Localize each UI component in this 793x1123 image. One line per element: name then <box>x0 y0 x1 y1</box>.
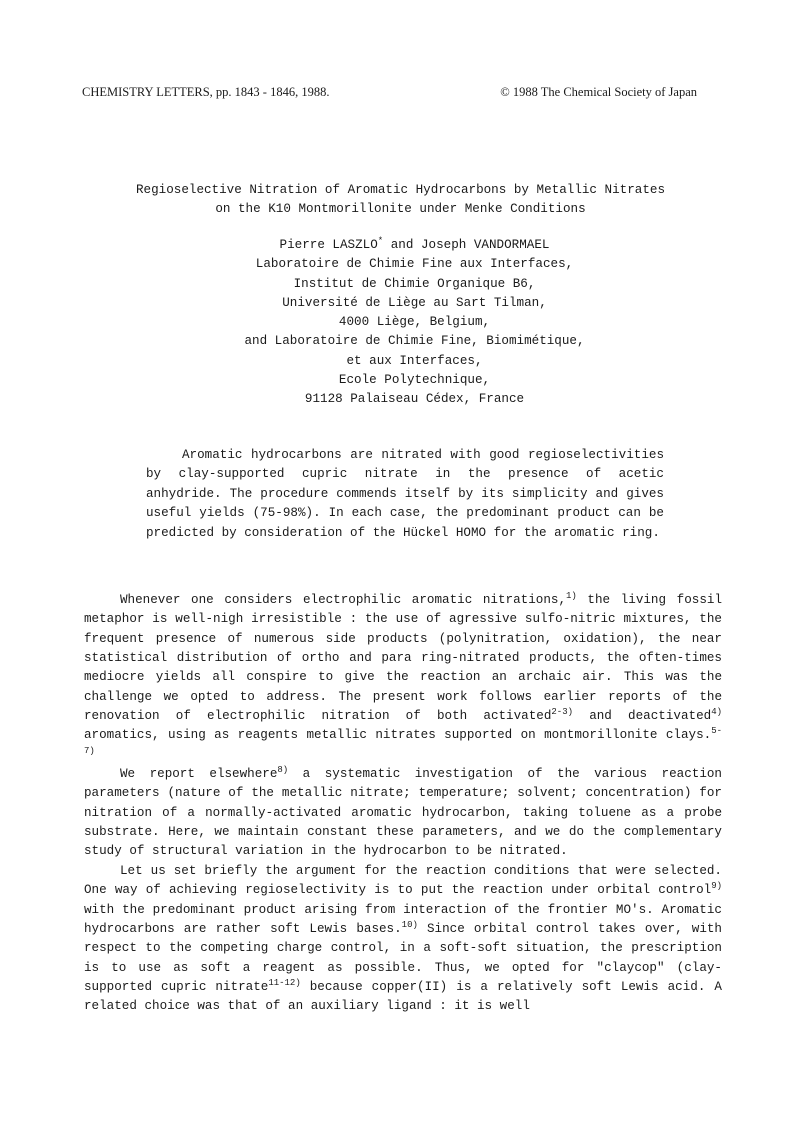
paragraph-1 <box>84 591 722 765</box>
author-block <box>0 236 793 410</box>
affiliation-line: and Laboratoire de Chimie Fine, Biomimétique, <box>244 334 585 349</box>
reference-mark: 10) <box>401 919 418 930</box>
author-line <box>36 236 793 255</box>
affiliation-line: Institut de Chimie Organique B6, <box>293 276 536 291</box>
title-line-2: on the K10 Montmorillonite under Menke Conditions <box>215 202 586 216</box>
affiliation-line: 91128 Palaiseau Cédex, France <box>304 392 525 407</box>
reference-mark: 4) <box>711 706 722 717</box>
text-run: Whenever one considers electrophilic aromatic nitrations, <box>120 593 567 607</box>
text-run: a systematic investigation of the various reaction parameters (nature of the metallic nitrate; temperature; solvent; concentration) for nitration of a normally-activated aromatic hydrocarbon, taking toluene as a probe substrate. Here, we maintain constant these parameters, and we do the complementary study of structural variation in the hydrocarbon to be nitrated. <box>84 767 722 859</box>
text-run: Since orbital control takes over, with respect to the competing charge control, in a soft-soft situation, the prescription is to use as soft a reagent as possible. Thus, we opted for "claycop" (clay-supported cupric nitrate <box>84 921 722 994</box>
copyright-notice: © 1988 The Chemical Society of Japan <box>500 85 697 99</box>
affiliation-line: Université de Liège au Sart Tilman, <box>282 295 547 310</box>
text-run: with the predominant product arising from interaction of the frontier MO's. Aromatic hydrocarbons are rather soft Lewis bases. <box>84 902 722 936</box>
text-run: We report elsewhere <box>120 767 278 782</box>
title-line-1: Regioselective Nitration of Aromatic Hydrocarbons by Metallic Nitrates <box>135 183 666 197</box>
article-title <box>0 181 793 219</box>
abstract-text: Aromatic hydrocarbons are nitrated with good regioselectivities by clay-supported cupric nitrate in the presence of acetic anhydride. The procedure commends itself by its simplicity and gives useful yields (75-98%). In each case, the predominant product can be predicted by consideration of the Hückel HOMO for the aromatic ring. <box>146 448 664 540</box>
reference-mark: 5-7) <box>84 726 722 756</box>
text-run: Let us set briefly the argument for the reaction conditions that were selected. One way of achieving regioselectivity is to put the reaction under orbital control <box>84 863 722 898</box>
reference-mark: 8) <box>277 764 289 775</box>
text-run: and deactivated <box>573 709 712 724</box>
author-name-1: Pierre LASZLO <box>279 238 378 252</box>
paragraph-3 <box>84 862 722 1017</box>
affiliation-line: et aux Interfaces, <box>346 353 483 368</box>
reference-mark: 9) <box>711 880 722 891</box>
author-name-2: and Joseph VANDORMAEL <box>383 238 550 252</box>
text-run: because copper(II) is a relatively soft Lewis acid. A related choice was that of an auxiliary ligand : it is well <box>84 979 722 1014</box>
abstract <box>146 446 664 543</box>
paragraph-2 <box>84 765 722 862</box>
body-text <box>84 591 722 1017</box>
affiliation-line: Ecole Polytechnique, <box>338 373 491 388</box>
text-run: aromatics, using as reagents metallic nitrates supported on montmorillonite clays. <box>84 728 712 743</box>
journal-citation: CHEMISTRY LETTERS, pp. 1843 - 1846, 1988. <box>82 85 330 99</box>
affiliation-line: 4000 Liège, Belgium, <box>338 315 491 330</box>
corresponding-author-mark: * <box>377 235 384 246</box>
reference-mark: 11-12) <box>268 977 301 988</box>
affiliation-line: Laboratoire de Chimie Fine aux Interfaces, <box>255 257 574 272</box>
reference-mark: 2-3) <box>551 706 574 717</box>
text-run: the living fossil metaphor is well-nigh irresistible : the use of agressive sulfo-nitric mixtures, the frequent presence of numerous side products (polynitration, oxidation), the near statistical distribution of ortho and para ring-nitrated products, the often-times mediocre yields all conspire to give the reaction an archaic air. This was the challenge we opted to address. The present work follows earlier reports of the renovation of electrophilic nitration of both activated <box>84 593 722 724</box>
reference-mark: 1) <box>566 590 577 601</box>
